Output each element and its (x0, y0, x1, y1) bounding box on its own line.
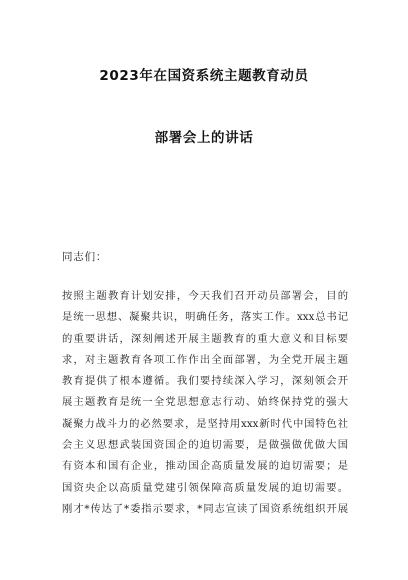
body-line: 凝聚力战斗力的必然要求，是坚持用xxx新时代中国特色社 (62, 417, 348, 430)
body-line: 求，对主题教育各项工作作出全面部署，为全党开展主题 (62, 353, 348, 366)
document-title-line-2: 部署会上的讲话 (154, 130, 254, 146)
body-line: 刚才*传达了*委指示要求，*同志宣读了国资系统组织开展 (62, 502, 348, 515)
body-line: 有资本和国有企业，推动国企高质量发展的迫切需要；是 (62, 460, 348, 473)
body-line: 的重要讲话，深刻阐述开展主题教育的重大意义和目标要 (62, 332, 348, 345)
body-line: 按照主题教育计划安排，今天我们召开动员部署会，目的 (62, 290, 348, 302)
body-line: 教育提供了根本遵循。我们要持续深入学习，深刻领会开 (62, 375, 348, 388)
salutation: 同志们： (62, 251, 108, 263)
body-line: 会主义思想武装国资国企的迫切需要，是做强做优做大国 (62, 439, 348, 452)
body-paragraph (62, 286, 348, 520)
document-title-line-1: 2023年在国资系统主题教育动员 (99, 68, 309, 84)
body-line: 展主题教育是统一全党思想意志行动、始终保持党的强大 (62, 396, 348, 409)
body-line: 国资央企以高质量党建引领保障高质量发展的迫切需要。 (62, 481, 348, 494)
body-line: 是统一思想、凝聚共识，明确任务，落实工作。xxx总书记 (62, 311, 348, 324)
